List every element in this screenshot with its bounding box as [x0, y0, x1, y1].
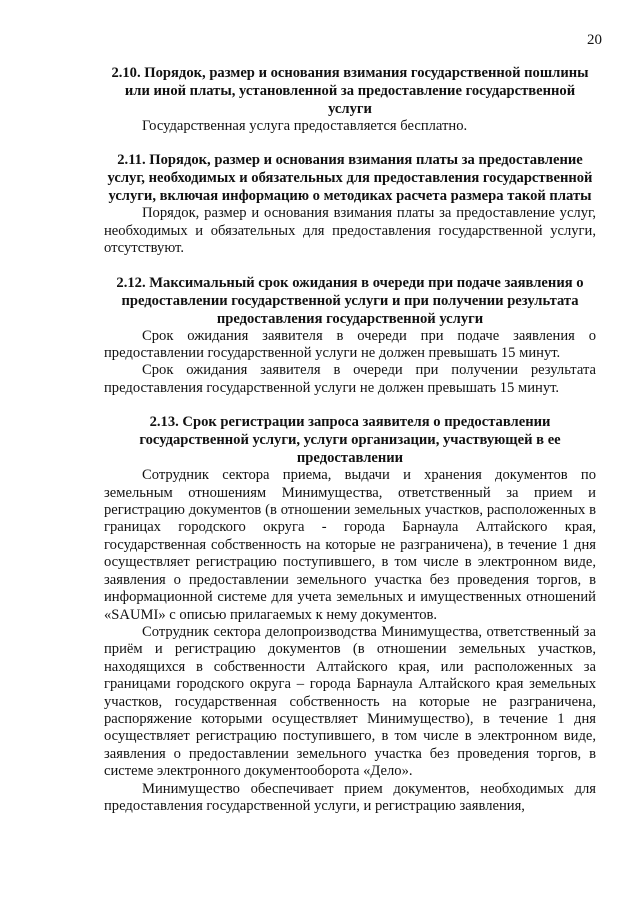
paragraph: Срок ожидания заявителя в очереди при получении результата предоставления государственной услуги не должен превышать 15 минут.: [104, 362, 596, 396]
section-heading: 2.13. Срок регистрации запроса заявителя о предоставлении государственной услуги, услуги организации, участвующей в ее предоставлении: [139, 414, 561, 467]
section-2-13: [104, 413, 596, 815]
section-2-10: [104, 64, 596, 135]
paragraph: Государственная услуга предоставляется бесплатно.: [142, 118, 468, 134]
section-heading: 2.12. Максимальный срок ожидания в очереди при подаче заявления о предоставлении государственной услуги и при получении результата предоставления государственной услуги: [116, 274, 584, 327]
section-heading: 2.10. Порядок, размер и основания взимания государственной пошлины или иной платы, установленной за предоставление государственной услуги: [111, 65, 589, 117]
paragraph: Порядок, размер и основания взимания платы за предоставление услуг, необходимых и обязательных для предоставления государственной услуги, отсутствуют.: [104, 205, 596, 257]
section-2-11: [104, 151, 596, 257]
paragraph: Минимущество обеспечивает прием документов, необходимых для предоставления государственной услуги, и регистрацию заявления,: [104, 780, 596, 814]
paragraph: Сотрудник сектора делопроизводства Минимущества, ответственный за приём и регистрацию документов (в отношении земельных участков, находящихся в собственности Алтайского края, или расположенных за границами городского округа – города Барнаула Алтайского края земельных участков, государственная собственность на которые не разграничена, распоряжение которыми осуществляет Минимущество), в течение 1 дня осуществляет регистрацию поступившего, в том числе в электронном виде, заявления о предоставлении земельного участка без проведения торгов, в системе электронного документооборота «Дело».: [104, 623, 596, 780]
page-number: 20: [587, 32, 602, 48]
section-2-12: [104, 274, 596, 398]
paragraph: Срок ожидания заявителя в очереди при подаче заявления о предоставлении государственной услуги не должен превышать 15 минут.: [104, 327, 596, 362]
document-body: [104, 64, 596, 815]
paragraph: Сотрудник сектора приема, выдачи и хранения документов по земельным отношениям Минимущества, ответственный за прием и регистрацию документов (в отношении земельных участков, расположенных в границах городского округа - города Барнаула Алтайского края, государственная собственность на которые не разграничена), в течение 1 дня осуществляет регистрацию поступившего, в том числе в электронном виде, заявления о предоставлении земельного участка без проведения торгов, в информационной системе для учета земельных и имущественных отношений «SAUMI» с описью прилагаемых к нему документов.: [104, 467, 596, 623]
section-heading: 2.11. Порядок, размер и основания взимания платы за предоставление услуг, необходимых и обязательных для предоставления государственной услуги, включая информацию о методиках расчета размера такой платы: [107, 152, 593, 205]
